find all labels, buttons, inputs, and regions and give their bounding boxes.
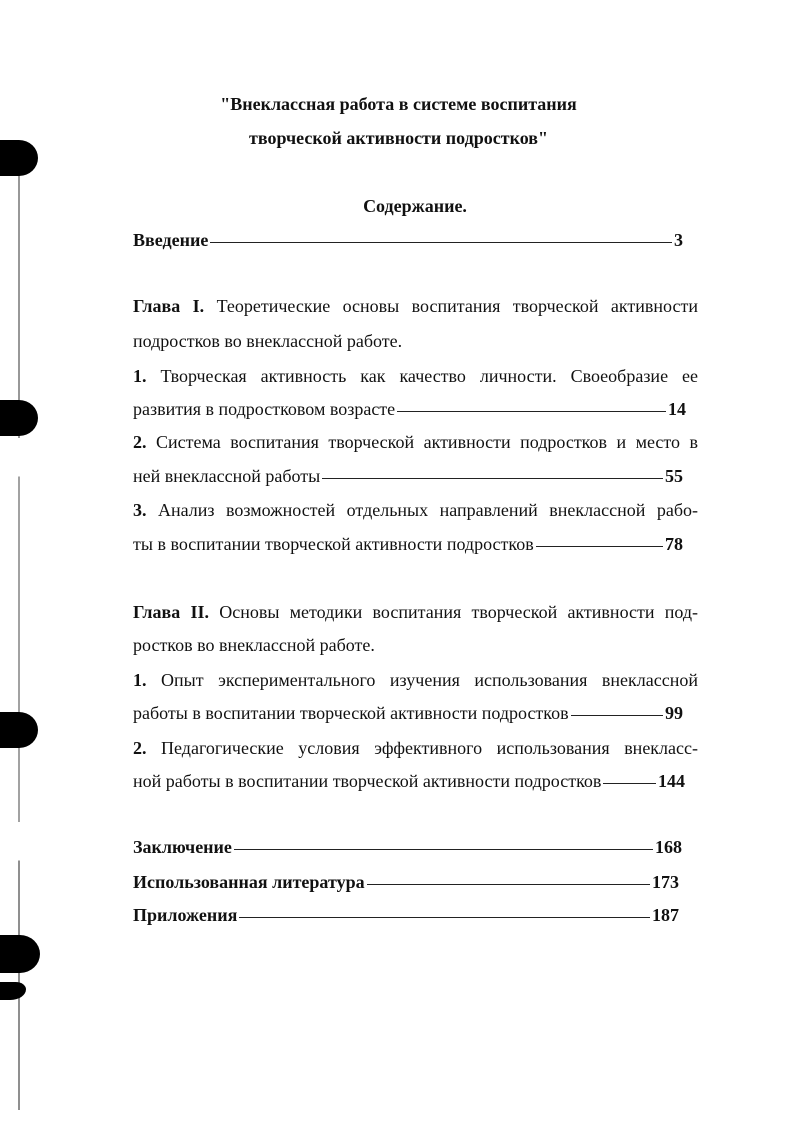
- section-text: ней внеклассной работы: [133, 466, 321, 486]
- toc-leader: [603, 783, 656, 784]
- chapter1-section-1-line-2: [133, 398, 686, 420]
- toc-leader: [367, 884, 650, 885]
- toc-entry-intro: [133, 229, 683, 251]
- toc-literature-label: Использованная литература: [133, 872, 365, 892]
- chapter2-section-1-line-1: [133, 669, 698, 691]
- section-page: 78: [665, 534, 683, 554]
- contents-heading: Содержание.: [363, 196, 467, 216]
- toc-leader: [536, 546, 663, 547]
- section-number: 2.: [133, 432, 147, 452]
- toc-leader: [397, 411, 666, 412]
- punch-hole: [0, 935, 40, 973]
- chapter1-section-1-line-1: [133, 365, 698, 387]
- chapter2-line-2: ростков во внеклассной работе.: [133, 635, 375, 655]
- toc-leader: [210, 242, 672, 243]
- section-text: развития в подростковом возрасте: [133, 399, 396, 419]
- section-text: Анализ возможностей отдельных направлений внеклассной рабо-: [158, 500, 698, 520]
- toc-literature-page: 173: [652, 872, 679, 892]
- toc-entry-appendix: [133, 904, 679, 926]
- chapter2-section-2-line-2: [133, 770, 685, 792]
- section-page: 144: [658, 771, 685, 791]
- section-page: 14: [668, 399, 686, 419]
- toc-appendix-label: Приложения: [133, 905, 238, 925]
- chapter1-section-3-line-2: [133, 533, 683, 555]
- section-number: 1.: [133, 670, 147, 690]
- toc-conclusion-label: Заключение: [133, 837, 232, 857]
- document-title-line-1: "Внеклассная работа в системе воспитания: [220, 94, 577, 114]
- toc-conclusion-page: 168: [655, 837, 682, 857]
- toc-leader: [322, 478, 663, 479]
- section-text: Опыт экспериментального изучения использования внеклассной: [161, 670, 698, 690]
- toc-appendix-page: 187: [652, 905, 679, 925]
- chapter1-section-3-line-1: [133, 499, 698, 521]
- scan-mark: [0, 982, 26, 1000]
- section-text: Творческая активность как качество личности. Своеобразие ее: [160, 366, 698, 386]
- chapter1-line-1: [133, 295, 698, 317]
- section-text: Педагогические условия эффективного использования внекласс-: [161, 738, 698, 758]
- punch-hole: [0, 712, 38, 748]
- chapter2-line-1: [133, 601, 698, 623]
- chapter2-text: Основы методики воспитания творческой активности под-: [219, 602, 698, 622]
- section-text: ной работы в воспитании творческой активности подростков: [133, 771, 602, 791]
- section-text: ты в воспитании творческой активности подростков: [133, 534, 534, 554]
- toc-leader: [571, 715, 663, 716]
- chapter1-section-2-line-2: [133, 465, 683, 487]
- section-text: работы в воспитании творческой активности подростков: [133, 703, 569, 723]
- chapter2-section-1-line-2: [133, 702, 683, 724]
- section-page: 55: [665, 466, 683, 486]
- toc-intro-label: Введение: [133, 230, 209, 250]
- section-page: 99: [665, 703, 683, 723]
- section-number: 2.: [133, 738, 147, 758]
- section-number: 3.: [133, 500, 147, 520]
- chapter2-section-2-line-1: [133, 737, 698, 759]
- section-text: Система воспитания творческой активности подростков и место в: [155, 432, 699, 452]
- document-title-line-2: творческой активности подростков": [249, 128, 548, 148]
- toc-entry-conclusion: [133, 836, 682, 858]
- chapter1-label: Глава I.: [133, 296, 205, 316]
- chapter1-text: Теоретические основы воспитания творческой активности: [216, 296, 698, 316]
- toc-intro-page: 3: [674, 230, 683, 250]
- chapter1-line-2: подростков во внеклассной работе.: [133, 331, 403, 351]
- chapter2-label: Глава II.: [133, 602, 209, 622]
- chapter1-section-2-line-1: [133, 431, 698, 453]
- toc-leader: [234, 849, 653, 850]
- punch-hole: [0, 400, 38, 436]
- toc-leader: [239, 917, 650, 918]
- toc-entry-literature: [133, 871, 679, 893]
- section-number: 1.: [133, 366, 147, 386]
